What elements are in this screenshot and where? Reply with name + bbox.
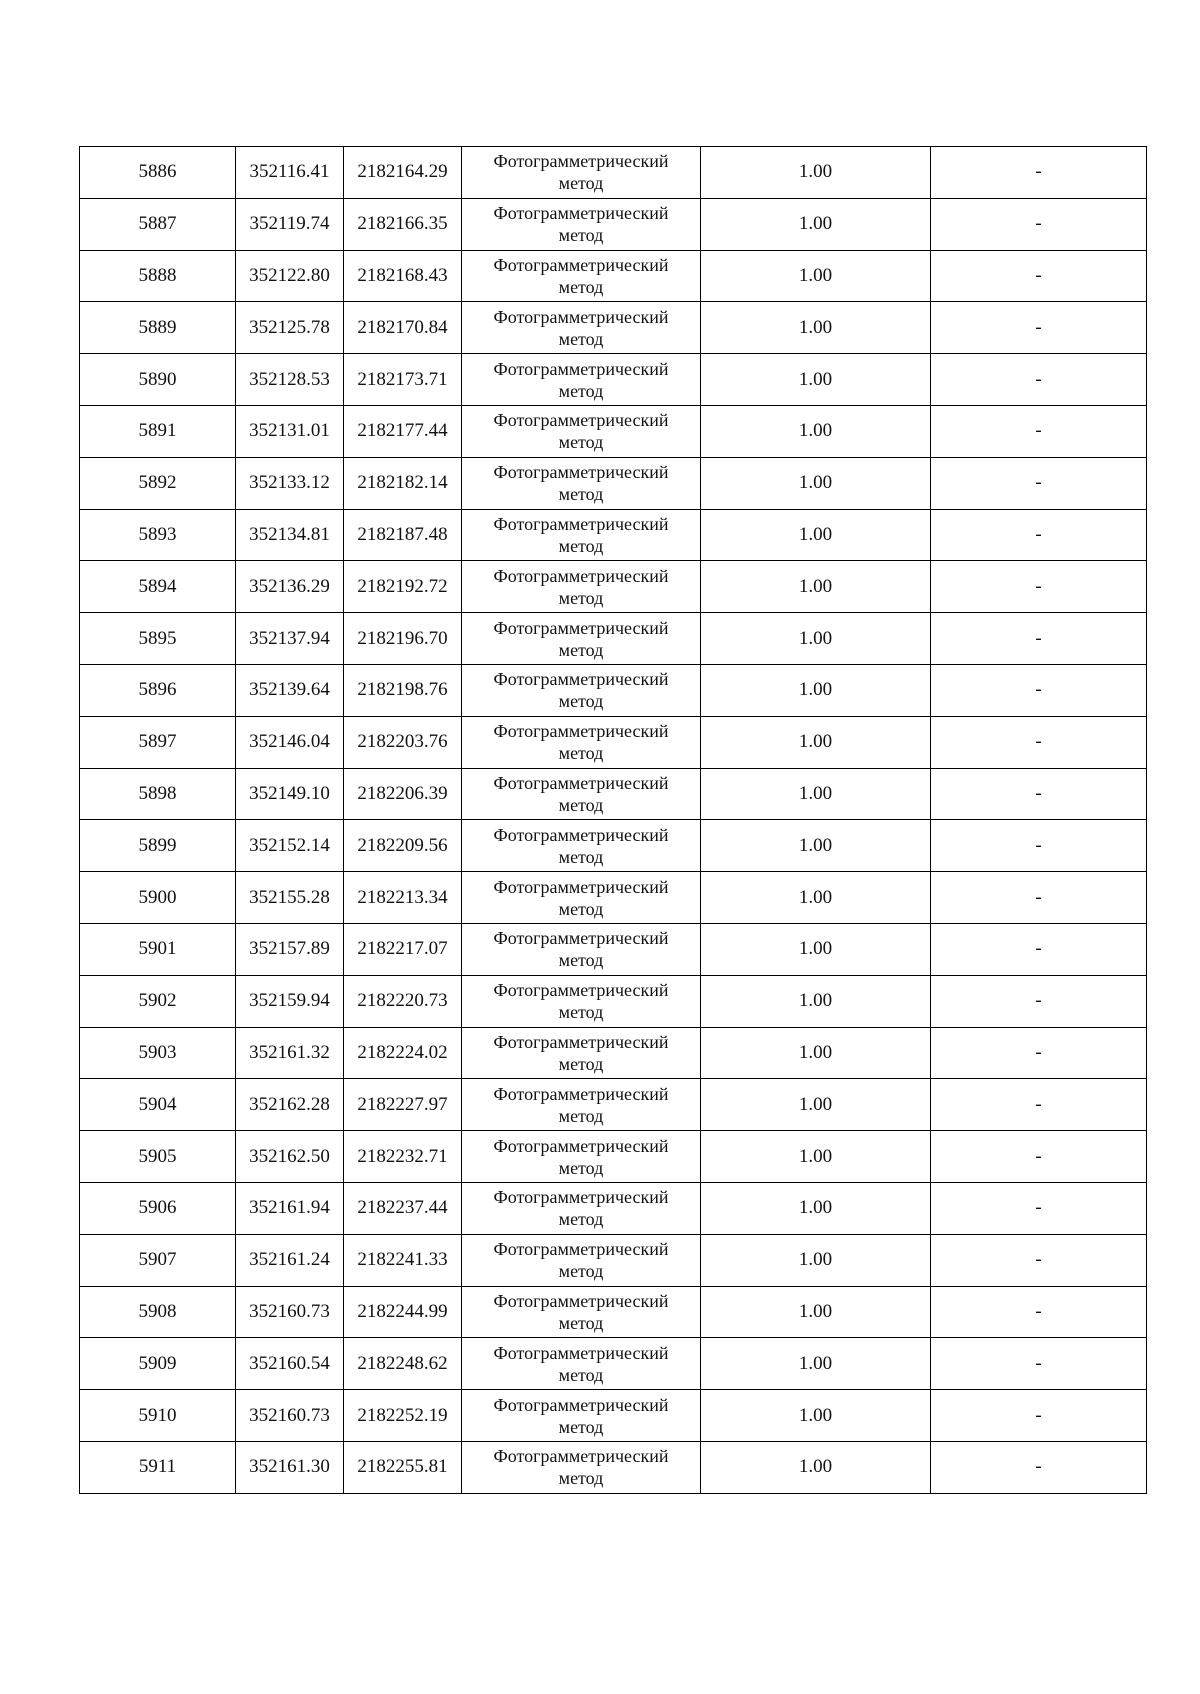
method-line-1: Фотограмметрический [493,1239,669,1260]
method-line-2: метод [558,1364,604,1385]
table-row [80,1027,1147,1079]
note-cell: - [931,250,1147,302]
point-number-cell: 5904 [80,1079,236,1131]
point-number-cell: 5905 [80,1131,236,1183]
y-coordinate-cell: 2182166.35 [344,198,462,250]
point-number-cell: 5899 [80,820,236,872]
table-row [80,1286,1147,1338]
x-coordinate-cell: 352155.28 [236,872,344,924]
point-number-cell: 5894 [80,561,236,613]
accuracy-cell: 1.00 [701,975,931,1027]
note-cell: - [931,1234,1147,1286]
method-line-2: метод [558,328,604,349]
y-coordinate-cell: 2182213.34 [344,872,462,924]
y-coordinate-cell: 2182244.99 [344,1286,462,1338]
note-cell: - [931,457,1147,509]
y-coordinate-cell: 2182241.33 [344,1234,462,1286]
table-row [80,768,1147,820]
y-coordinate-cell: 2182182.14 [344,457,462,509]
point-number-cell: 5906 [80,1182,236,1234]
method-line-1: Фотограмметрический [493,151,669,172]
accuracy-cell: 1.00 [701,1234,931,1286]
method-line-2: метод [558,380,604,401]
point-number-cell: 5896 [80,664,236,716]
method-cell [462,561,701,613]
accuracy-cell: 1.00 [701,768,931,820]
y-coordinate-cell: 2182164.29 [344,147,462,199]
accuracy-cell: 1.00 [701,1390,931,1442]
method-line-1: Фотограмметрический [493,617,669,638]
table-row [80,354,1147,406]
accuracy-cell: 1.00 [701,716,931,768]
accuracy-cell: 1.00 [701,457,931,509]
method-line-1: Фотограмметрический [493,1446,669,1467]
y-coordinate-cell: 2182187.48 [344,509,462,561]
x-coordinate-cell: 352137.94 [236,613,344,665]
y-coordinate-cell: 2182237.44 [344,1182,462,1234]
note-cell: - [931,354,1147,406]
point-number-cell: 5886 [80,147,236,199]
method-line-1: Фотограмметрический [493,203,669,224]
y-coordinate-cell: 2182224.02 [344,1027,462,1079]
accuracy-cell: 1.00 [701,302,931,354]
table-row [80,147,1147,199]
table-row [80,302,1147,354]
accuracy-cell: 1.00 [701,561,931,613]
method-cell [462,147,701,199]
accuracy-cell: 1.00 [701,354,931,406]
method-cell [462,405,701,457]
note-cell: - [931,1027,1147,1079]
method-line-2: метод [558,794,604,815]
x-coordinate-cell: 352152.14 [236,820,344,872]
y-coordinate-cell: 2182252.19 [344,1390,462,1442]
method-line-1: Фотограмметрический [493,1394,669,1415]
point-number-cell: 5902 [80,975,236,1027]
table-row [80,1131,1147,1183]
note-cell: - [931,1338,1147,1390]
x-coordinate-cell: 352136.29 [236,561,344,613]
accuracy-cell: 1.00 [701,250,931,302]
note-cell: - [931,561,1147,613]
method-cell [462,302,701,354]
x-coordinate-cell: 352125.78 [236,302,344,354]
accuracy-cell: 1.00 [701,923,931,975]
accuracy-cell: 1.00 [701,613,931,665]
method-line-2: метод [558,1209,604,1230]
accuracy-cell: 1.00 [701,1441,931,1493]
method-line-2: метод [558,1105,604,1126]
method-cell [462,1390,701,1442]
table-row [80,405,1147,457]
note-cell: - [931,872,1147,924]
table-row [80,509,1147,561]
point-number-cell: 5889 [80,302,236,354]
method-line-1: Фотограмметрический [493,462,669,483]
note-cell: - [931,613,1147,665]
method-line-2: метод [558,639,604,660]
x-coordinate-cell: 352149.10 [236,768,344,820]
note-cell: - [931,1441,1147,1493]
accuracy-cell: 1.00 [701,1338,931,1390]
accuracy-cell: 1.00 [701,405,931,457]
note-cell: - [931,509,1147,561]
x-coordinate-cell: 352160.73 [236,1286,344,1338]
method-line-1: Фотограмметрический [493,410,669,431]
coordinates-table [79,146,1147,1494]
table-row [80,872,1147,924]
x-coordinate-cell: 352139.64 [236,664,344,716]
table-row [80,198,1147,250]
point-number-cell: 5908 [80,1286,236,1338]
method-line-2: метод [558,1468,604,1489]
method-cell [462,1131,701,1183]
point-number-cell: 5900 [80,872,236,924]
x-coordinate-cell: 352134.81 [236,509,344,561]
method-cell [462,1182,701,1234]
y-coordinate-cell: 2182206.39 [344,768,462,820]
method-line-2: метод [558,691,604,712]
x-coordinate-cell: 352161.24 [236,1234,344,1286]
y-coordinate-cell: 2182232.71 [344,1131,462,1183]
method-line-1: Фотограмметрический [493,1187,669,1208]
method-cell [462,509,701,561]
method-cell [462,1286,701,1338]
table-row [80,561,1147,613]
method-line-1: Фотограмметрический [493,876,669,897]
method-line-2: метод [558,484,604,505]
y-coordinate-cell: 2182173.71 [344,354,462,406]
x-coordinate-cell: 352160.73 [236,1390,344,1442]
method-line-1: Фотограмметрический [493,306,669,327]
method-line-2: метод [558,173,604,194]
point-number-cell: 5893 [80,509,236,561]
method-cell [462,923,701,975]
table-row [80,664,1147,716]
note-cell: - [931,975,1147,1027]
y-coordinate-cell: 2182217.07 [344,923,462,975]
x-coordinate-cell: 352162.50 [236,1131,344,1183]
point-number-cell: 5903 [80,1027,236,1079]
table-row [80,820,1147,872]
note-cell: - [931,1131,1147,1183]
x-coordinate-cell: 352128.53 [236,354,344,406]
note-cell: - [931,198,1147,250]
method-line-1: Фотограмметрический [493,669,669,690]
x-coordinate-cell: 352161.30 [236,1441,344,1493]
method-cell [462,872,701,924]
x-coordinate-cell: 352131.01 [236,405,344,457]
table-row [80,975,1147,1027]
method-line-2: метод [558,587,604,608]
method-line-2: метод [558,225,604,246]
method-line-2: метод [558,276,604,297]
method-line-2: метод [558,1157,604,1178]
table-row [80,1182,1147,1234]
method-line-2: метод [558,1261,604,1282]
note-cell: - [931,1182,1147,1234]
table-row [80,613,1147,665]
table-body [80,147,1147,1494]
accuracy-cell: 1.00 [701,1079,931,1131]
method-line-2: метод [558,898,604,919]
table-row [80,716,1147,768]
x-coordinate-cell: 352160.54 [236,1338,344,1390]
point-number-cell: 5890 [80,354,236,406]
note-cell: - [931,768,1147,820]
method-cell [462,1027,701,1079]
table-row [80,1079,1147,1131]
x-coordinate-cell: 352157.89 [236,923,344,975]
y-coordinate-cell: 2182220.73 [344,975,462,1027]
point-number-cell: 5901 [80,923,236,975]
y-coordinate-cell: 2182248.62 [344,1338,462,1390]
y-coordinate-cell: 2182177.44 [344,405,462,457]
method-line-2: метод [558,743,604,764]
point-number-cell: 5891 [80,405,236,457]
method-cell [462,354,701,406]
method-line-1: Фотограмметрический [493,721,669,742]
method-line-1: Фотограмметрический [493,513,669,534]
point-number-cell: 5911 [80,1441,236,1493]
y-coordinate-cell: 2182209.56 [344,820,462,872]
point-number-cell: 5897 [80,716,236,768]
method-cell [462,768,701,820]
note-cell: - [931,664,1147,716]
table-row [80,1338,1147,1390]
y-coordinate-cell: 2182196.70 [344,613,462,665]
y-coordinate-cell: 2182192.72 [344,561,462,613]
method-cell [462,613,701,665]
method-cell [462,664,701,716]
method-cell [462,198,701,250]
method-cell [462,1079,701,1131]
method-line-1: Фотограмметрический [493,358,669,379]
table-row [80,457,1147,509]
method-line-1: Фотограмметрический [493,824,669,845]
note-cell: - [931,1286,1147,1338]
accuracy-cell: 1.00 [701,1286,931,1338]
method-cell [462,1441,701,1493]
method-cell [462,820,701,872]
y-coordinate-cell: 2182170.84 [344,302,462,354]
note-cell: - [931,716,1147,768]
method-line-1: Фотограмметрический [493,1031,669,1052]
method-line-2: метод [558,1416,604,1437]
y-coordinate-cell: 2182227.97 [344,1079,462,1131]
method-cell [462,975,701,1027]
point-number-cell: 5898 [80,768,236,820]
note-cell: - [931,923,1147,975]
method-cell [462,716,701,768]
note-cell: - [931,820,1147,872]
x-coordinate-cell: 352119.74 [236,198,344,250]
accuracy-cell: 1.00 [701,1131,931,1183]
accuracy-cell: 1.00 [701,872,931,924]
x-coordinate-cell: 352146.04 [236,716,344,768]
method-line-1: Фотограмметрический [493,1083,669,1104]
x-coordinate-cell: 352161.94 [236,1182,344,1234]
accuracy-cell: 1.00 [701,198,931,250]
accuracy-cell: 1.00 [701,1027,931,1079]
table-row [80,1441,1147,1493]
note-cell: - [931,1390,1147,1442]
method-line-2: метод [558,432,604,453]
y-coordinate-cell: 2182168.43 [344,250,462,302]
note-cell: - [931,405,1147,457]
accuracy-cell: 1.00 [701,1182,931,1234]
table-row [80,250,1147,302]
accuracy-cell: 1.00 [701,820,931,872]
point-number-cell: 5888 [80,250,236,302]
x-coordinate-cell: 352116.41 [236,147,344,199]
method-line-1: Фотограмметрический [493,772,669,793]
table-row [80,1234,1147,1286]
method-line-1: Фотограмметрический [493,980,669,1001]
method-line-2: метод [558,1053,604,1074]
method-line-1: Фотограмметрический [493,565,669,586]
accuracy-cell: 1.00 [701,664,931,716]
note-cell: - [931,1079,1147,1131]
point-number-cell: 5907 [80,1234,236,1286]
method-line-1: Фотограмметрический [493,1342,669,1363]
method-line-2: метод [558,535,604,556]
point-number-cell: 5887 [80,198,236,250]
y-coordinate-cell: 2182198.76 [344,664,462,716]
method-line-2: метод [558,1312,604,1333]
x-coordinate-cell: 352122.80 [236,250,344,302]
point-number-cell: 5895 [80,613,236,665]
point-number-cell: 5910 [80,1390,236,1442]
method-line-2: метод [558,950,604,971]
method-cell [462,250,701,302]
point-number-cell: 5892 [80,457,236,509]
note-cell: - [931,147,1147,199]
point-number-cell: 5909 [80,1338,236,1390]
method-line-1: Фотограмметрический [493,1290,669,1311]
note-cell: - [931,302,1147,354]
x-coordinate-cell: 352162.28 [236,1079,344,1131]
method-cell [462,1234,701,1286]
method-line-2: метод [558,846,604,867]
method-line-2: метод [558,1002,604,1023]
y-coordinate-cell: 2182203.76 [344,716,462,768]
x-coordinate-cell: 352161.32 [236,1027,344,1079]
y-coordinate-cell: 2182255.81 [344,1441,462,1493]
table-row [80,1390,1147,1442]
accuracy-cell: 1.00 [701,509,931,561]
accuracy-cell: 1.00 [701,147,931,199]
method-cell [462,1338,701,1390]
table-row [80,923,1147,975]
method-cell [462,457,701,509]
method-line-1: Фотограмметрический [493,254,669,275]
x-coordinate-cell: 352159.94 [236,975,344,1027]
x-coordinate-cell: 352133.12 [236,457,344,509]
method-line-1: Фотограмметрический [493,928,669,949]
method-line-1: Фотограмметрический [493,1135,669,1156]
